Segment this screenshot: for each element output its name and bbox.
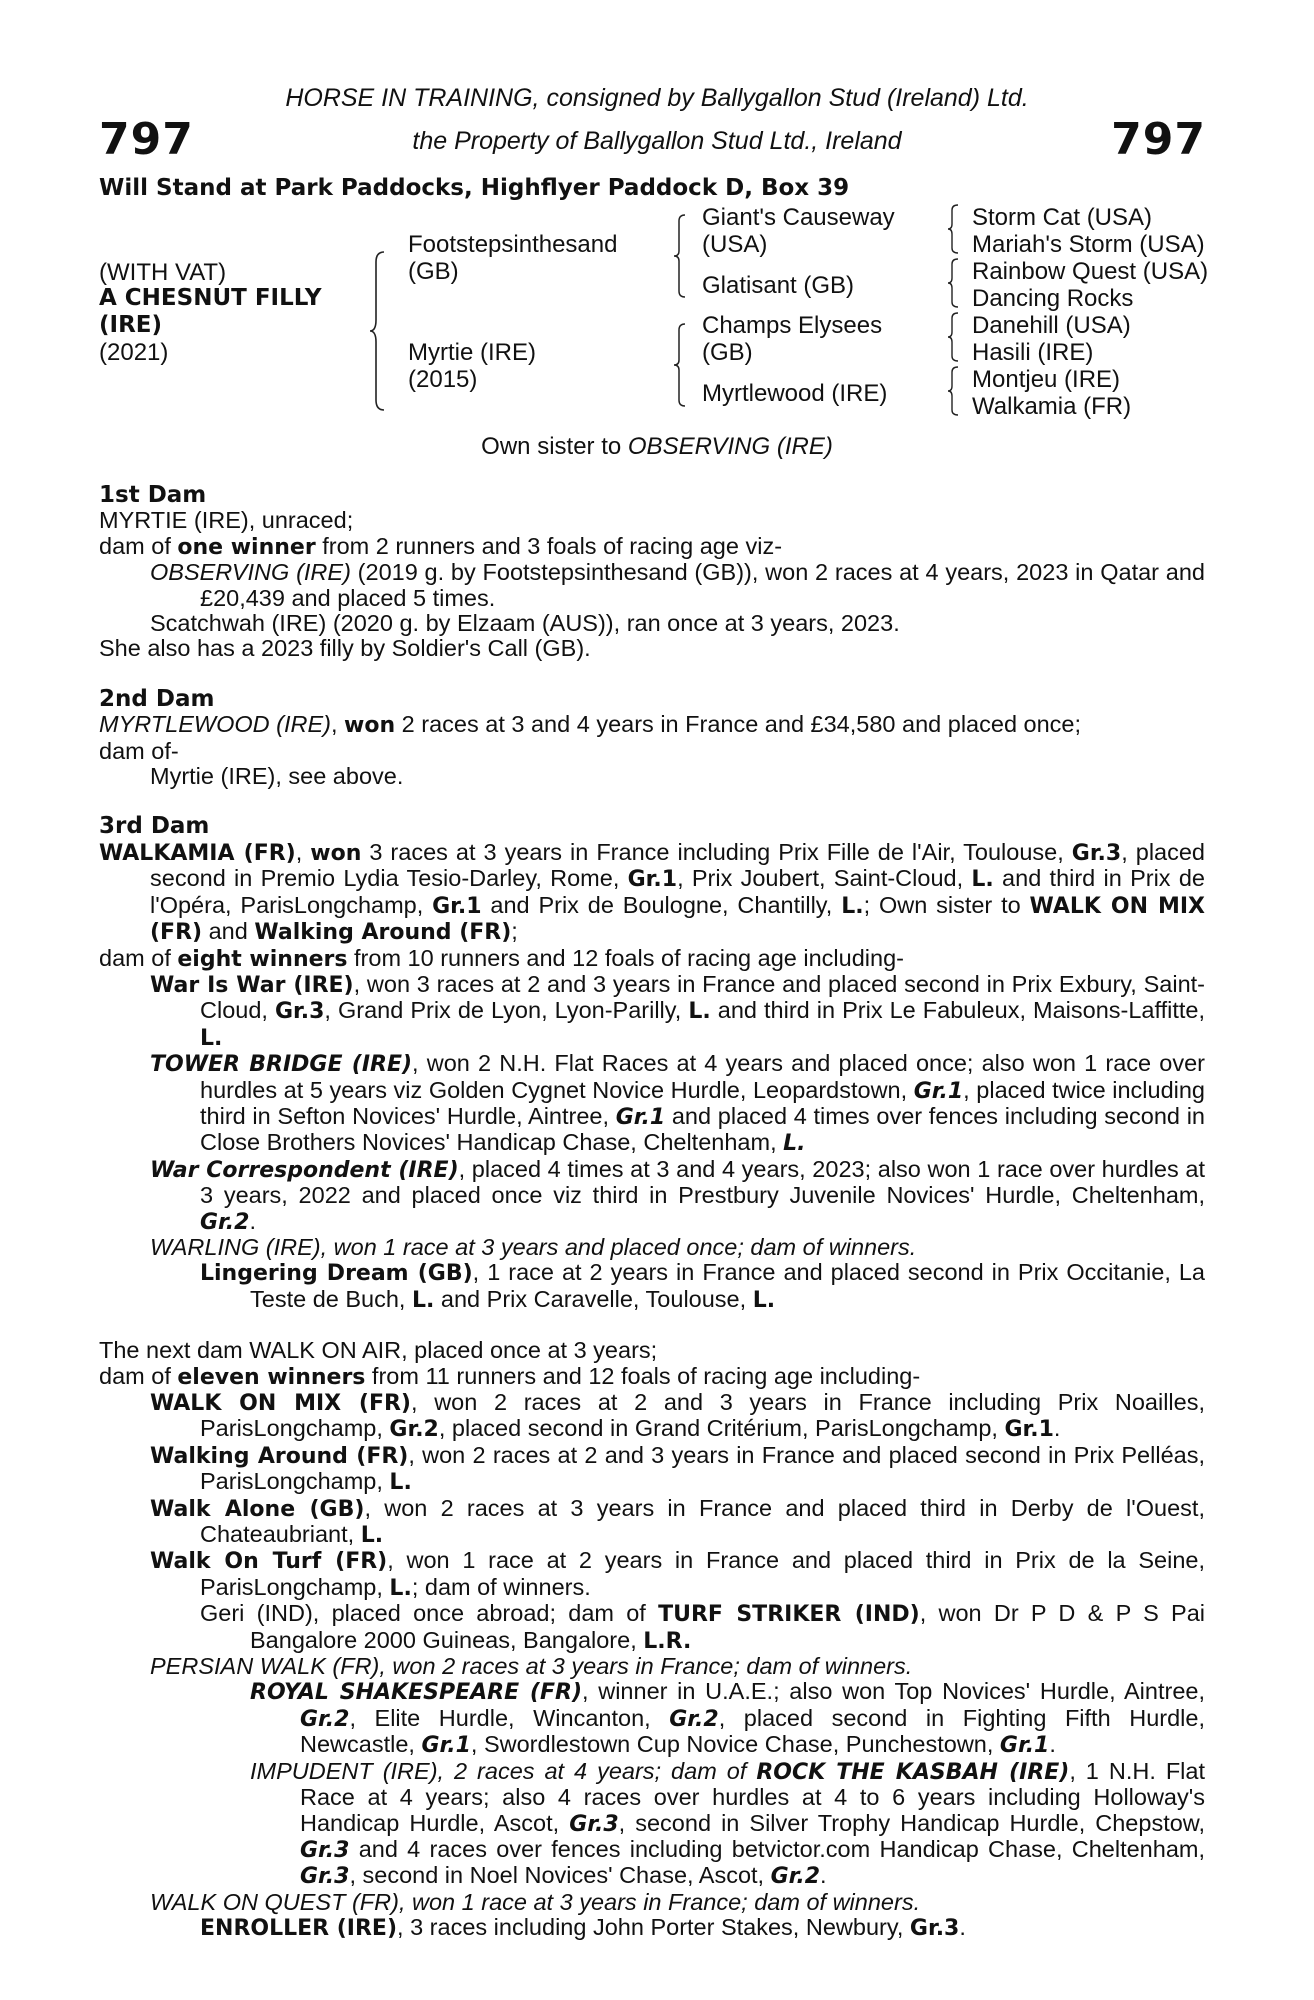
pedigree-brace-dam	[672, 322, 688, 408]
progeny-royal-shakespeare: ROYAL SHAKESPEARE (FR), winner in U.A.E.; also won Top Novices' Hurdle, Aintree, Gr.2, Elite Hurdle, Wincanton, Gr.2, placed second in Fighting Fifth Hurdle, Newcastle, Gr.1, Swordlestown Cup Novice Chase, Punchestown, Gr.1.	[250, 1678, 1205, 1759]
lot-number-right: 797	[1111, 114, 1206, 165]
third-dam-produce-summary: dam of eight winners from 10 runners and 12 foals of racing age including-	[99, 944, 904, 972]
ped-sss: Storm Cat (USA)	[972, 204, 1153, 231]
vat-note: (WITH VAT)	[99, 259, 227, 286]
progeny-impudent: IMPUDENT (IRE), 2 races at 4 years; dam of ROCK THE KASBAH (IRE), 1 N.H. Flat Race at 4 years; also 4 races over hurdles at 4 to 6 years including Holloway's Handicap Hurdle, Ascot, Gr.3, second in Silver Trophy Handicap Hurdle, Chepstow, Gr.3 and 4 races over fences including betvictor.com Handicap Chase, Cheltenham, Gr.3, second in Noel Novices' Chase, Ascot, Gr.2.	[250, 1757, 1206, 1890]
progeny-persian-walk: PERSIAN WALK (FR), won 2 races at 3 years in France; dam of winners.	[150, 1653, 913, 1680]
pedigree-brace-g3-3	[946, 311, 960, 363]
own-sister-note: Own sister to OBSERVING (IRE)	[481, 433, 833, 460]
pedigree-brace-main	[368, 250, 388, 412]
horse-year: (2021)	[99, 339, 169, 366]
first-dam-heading: 1st Dam	[99, 482, 207, 508]
sire-country: (GB)	[408, 258, 459, 285]
dam-year: (2015)	[408, 366, 478, 393]
stand-location: Will Stand at Park Paddocks, Highflyer Paddock D, Box 39	[99, 175, 850, 201]
progeny-walk-on-mix: WALK ON MIX (FR), won 2 races at 2 and 3 years in France including Prix Noailles, ParisLongchamp, Gr.2, placed second in Grand Critérium, ParisLongchamp, Gr.1.	[150, 1389, 1205, 1443]
ped-sdd: Dancing Rocks	[972, 285, 1134, 312]
next-dam-produce-summary: dam of eleven winners from 11 runners and 12 foals of racing age including-	[99, 1362, 921, 1390]
consignor-line: HORSE IN TRAINING, consigned by Ballygallon Stud (Ireland) Ltd.	[285, 84, 1029, 112]
sire-dam: Glatisant (GB)	[702, 272, 855, 299]
dam-dam: Myrtlewood (IRE)	[702, 380, 888, 407]
progeny-tower-bridge: TOWER BRIDGE (IRE), won 2 N.H. Flat Races at 4 years and placed once; also won 1 race over hurdles at 5 years viz Golden Cygnet Novice Hurdle, Leopardstown, Gr.1, placed twice including third in Sefton Novices' Hurdle, Aintree, Gr.1 and placed 4 times over fences including second in Close Brothers Novices' Handicap Chase, Cheltenham, L.	[150, 1050, 1205, 1157]
next-dam-line: The next dam WALK ON AIR, placed once at 3 years;	[99, 1337, 658, 1364]
catalogue-body	[99, 483, 1205, 1942]
horse-description: A CHESNUT FILLY	[99, 285, 322, 311]
second-dam-line: MYRTLEWOOD (IRE), won 2 races at 3 and 4 years in France and £34,580 and placed once;	[99, 711, 1082, 739]
progeny-walk-alone: Walk Alone (GB), won 2 races at 3 years in France and placed third in Derby de l'Ouest, Chateaubriant, L.	[150, 1494, 1205, 1549]
progeny-observing: OBSERVING (IRE) (2019 g. by Footstepsinthesand (GB)), won 2 races at 4 years, 2023 in Qatar and £20,439 and placed 5 times.	[150, 559, 1205, 611]
property-line: the Property of Ballygallon Stud Ltd., Ireland	[412, 127, 902, 155]
ped-ddd: Walkamia (FR)	[972, 393, 1132, 420]
progeny-myrtie: Myrtie (IRE), see above.	[150, 763, 404, 790]
pedigree-brace-g3-2	[946, 257, 960, 309]
pedigree-brace-sire	[672, 213, 688, 299]
progeny-lingering-dream: Lingering Dream (GB), 1 race at 2 years in France and placed second in Prix Occitanie, La Teste de Buch, L. and Prix Caravelle, Toulouse, L.	[200, 1259, 1205, 1313]
progeny-walk-on-quest: WALK ON QUEST (FR), won 1 race at 3 years in France; dam of winners.	[150, 1888, 921, 1915]
progeny-geri: Geri (IND), placed once abroad; dam of TURF STRIKER (IND), won Dr P D & P S Pai Bangalore 2000 Guineas, Bangalore, L.R.	[200, 1600, 1206, 1654]
ped-sds: Rainbow Quest (USA)	[972, 258, 1209, 285]
ped-ssd: Mariah's Storm (USA)	[972, 231, 1205, 258]
ped-dds: Montjeu (IRE)	[972, 366, 1121, 393]
second-dam-heading: 2nd Dam	[99, 685, 215, 712]
first-dam-produce-summary: dam of one winner from 2 runners and 3 foals of racing age viz-	[99, 532, 783, 560]
ped-dsd: Hasili (IRE)	[972, 339, 1094, 366]
dam-name: Myrtie (IRE)	[408, 339, 536, 366]
lot-number-left: 797	[99, 114, 194, 165]
progeny-walk-on-turf: Walk On Turf (FR), won 1 race at 2 years in France and placed third in Prix de la Seine, ParisLongchamp, L.; dam of winners.	[150, 1547, 1205, 1601]
sire-name: Footstepsinthesand	[408, 231, 618, 258]
progeny-enroller: ENROLLER (IRE), 3 races including John Porter Stakes, Newbury, Gr.3.	[200, 1914, 966, 1942]
dam-sire-name: Champs Elysees	[702, 312, 883, 339]
ped-dss: Danehill (USA)	[972, 312, 1131, 339]
progeny-war-is-war: War Is War (IRE), won 3 races at 2 and 3 years in France and placed second in Prix Exbury, Saint-Cloud, Gr.3, Grand Prix de Lyon, Lyon-Parilly, L. and third in Prix Le Fabuleux, Maisons-Laffitte, L.	[150, 970, 1205, 1051]
sire-sire-country: (USA)	[702, 231, 768, 258]
third-dam-heading: 3rd Dam	[99, 813, 210, 840]
horse-country: (IRE)	[99, 312, 163, 338]
progeny-walking-around: Walking Around (FR), won 2 races at 2 and 3 years in France and placed second in Prix Pelléas, ParisLongchamp, L.	[150, 1441, 1205, 1496]
second-dam-produce: dam of-	[99, 737, 179, 764]
first-dam-foal-note: She also has a 2023 filly by Soldier's Call (GB).	[99, 635, 591, 662]
pedigree-brace-g3-1	[946, 203, 960, 255]
sire-sire-name: Giant's Causeway	[702, 204, 895, 231]
third-dam-walkamia: WALKAMIA (FR), won 3 races at 3 years in France including Prix Fille de l'Air, Toulouse, Gr.3, placed second in Premio Lydia Tesio-Darley, Rome, Gr.1, Prix Joubert, Saint-Cloud, L. and third in Prix de l'Opéra, ParisLongchamp, Gr.1 and Prix de Boulogne, Chantilly, L.; Own sister to WALK ON MIX (FR) and Walking Around (FR);	[99, 838, 1206, 946]
pedigree-brace-g3-4	[946, 365, 960, 417]
progeny-war-correspondent: War Correspondent (IRE), placed 4 times at 3 and 4 years, 2023; also won 1 race over hurdles at 3 years, 2022 and placed once viz third in Prestbury Juvenile Novices' Hurdle, Cheltenham, Gr.2.	[150, 1155, 1205, 1235]
progeny-scatchwah: Scatchwah (IRE) (2020 g. by Elzaam (AUS)), ran once at 3 years, 2023.	[150, 610, 900, 637]
dam-sire-country: (GB)	[702, 339, 753, 366]
first-dam-line: MYRTIE (IRE), unraced;	[99, 507, 354, 534]
progeny-warling: WARLING (IRE), won 1 race at 3 years and placed once; dam of winners.	[150, 1233, 917, 1260]
